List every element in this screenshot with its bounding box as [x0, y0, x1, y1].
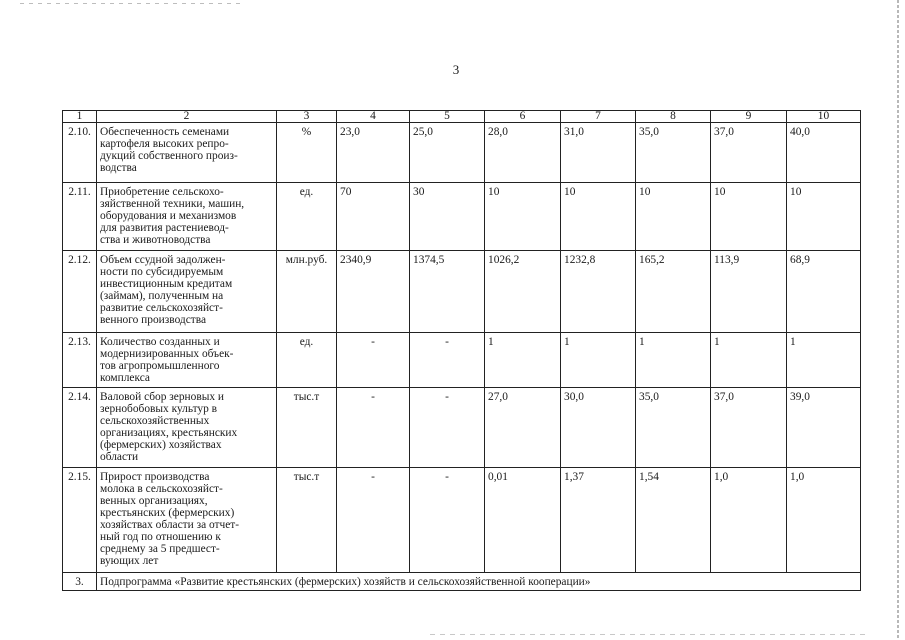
- indicator-name-line: Количество созданных и: [100, 336, 220, 348]
- indicator-name-line: Прирост производства: [100, 471, 210, 483]
- table-row: [63, 183, 861, 251]
- unit-cell: ед.: [277, 183, 337, 251]
- indicator-name: [97, 468, 277, 573]
- value-cell: 1: [711, 333, 787, 388]
- indicator-name-line: Валовой сбор зерновых и: [100, 391, 225, 403]
- indicator-name: [97, 333, 277, 388]
- indicator-name-line: зяйственной техники, машин,: [100, 198, 245, 210]
- indicator-name-line: оборудования и механизмов: [100, 210, 237, 222]
- header-cell: 6: [485, 111, 561, 123]
- row-number: 2.14.: [63, 388, 97, 468]
- indicator-name-line: модернизированных объек-: [100, 348, 234, 360]
- indicator-name-line: ности по субсидируемым: [100, 266, 224, 278]
- indicator-name: [97, 251, 277, 333]
- header-row: [63, 111, 861, 123]
- scan-edge-top: [20, 3, 240, 4]
- subprogram-title: Подпрограмма «Развитие крестьянских (фермерских) хозяйств и сельскохозяйственной кооперации»: [97, 573, 861, 591]
- value-cell: 68,9: [787, 251, 861, 333]
- value-cell: 10: [636, 183, 711, 251]
- value-cell: 30: [410, 183, 485, 251]
- unit-cell: %: [277, 123, 337, 183]
- value-cell: 39,0: [787, 388, 861, 468]
- indicator-name-line: зернобобовых культур в: [100, 403, 218, 415]
- value-cell: 10: [561, 183, 636, 251]
- value-cell: 23,0: [337, 123, 410, 183]
- header-cell: 9: [711, 111, 787, 123]
- table-row: [63, 388, 861, 468]
- value-cell: 27,0: [485, 388, 561, 468]
- value-cell: 35,0: [636, 123, 711, 183]
- value-cell: 1,37: [561, 468, 636, 573]
- value-cell: 1,0: [711, 468, 787, 573]
- indicator-name-line: развитие сельскохозяйст-: [100, 302, 223, 314]
- header-cell: 3: [277, 111, 337, 123]
- indicator-name-line: крестьянских (фермерских): [100, 507, 235, 519]
- value-cell: 1: [636, 333, 711, 388]
- unit-cell: тыс.т: [277, 468, 337, 573]
- unit-cell: тыс.т: [277, 388, 337, 468]
- subprogram-row: [63, 573, 861, 591]
- value-cell: 40,0: [787, 123, 861, 183]
- indicator-name-line: хозяйствах области за отчет-: [100, 519, 240, 531]
- value-cell: 1026,2: [485, 251, 561, 333]
- value-cell: -: [337, 468, 410, 573]
- table-row: [63, 123, 861, 183]
- header-cell: 7: [561, 111, 636, 123]
- value-cell: 37,0: [711, 123, 787, 183]
- value-cell: 10: [485, 183, 561, 251]
- header-cell: 8: [636, 111, 711, 123]
- header-cell: 4: [337, 111, 410, 123]
- table-body: [63, 111, 861, 591]
- indicator-name-line: области: [100, 451, 139, 463]
- unit-cell: млн.руб.: [277, 251, 337, 333]
- page-number: 3: [452, 62, 460, 77]
- value-cell: 0,01: [485, 468, 561, 573]
- value-cell: 10: [711, 183, 787, 251]
- value-cell: 28,0: [485, 123, 561, 183]
- row-number: 2.15.: [63, 468, 97, 573]
- table-row: [63, 468, 861, 573]
- value-cell: -: [337, 333, 410, 388]
- indicator-name-line: Приобретение сельскохо-: [100, 186, 224, 198]
- indicator-name-line: комплекса: [100, 372, 150, 384]
- table-row: [63, 333, 861, 388]
- indicator-name-line: инвестиционным кредитам: [100, 278, 233, 290]
- indicator-name-line: Объем ссудной задолжен-: [100, 254, 226, 266]
- indicator-name-line: тов агропромышленного: [100, 360, 220, 372]
- indicator-name-line: вующих лет: [100, 555, 159, 567]
- value-cell: -: [410, 388, 485, 468]
- subprogram-number: 3.: [63, 573, 97, 591]
- value-cell: -: [410, 468, 485, 573]
- indicator-name-line: венных организациях,: [100, 495, 208, 507]
- value-cell: -: [410, 333, 485, 388]
- value-cell: 37,0: [711, 388, 787, 468]
- value-cell: 10: [787, 183, 861, 251]
- unit-cell: ед.: [277, 333, 337, 388]
- value-cell: 1232,8: [561, 251, 636, 333]
- indicator-name-line: картофеля высоких репро-: [100, 138, 229, 150]
- indicator-name-line: молока в сельскохозяйст-: [100, 483, 223, 495]
- value-cell: -: [337, 388, 410, 468]
- value-cell: 1,54: [636, 468, 711, 573]
- indicator-name-line: дукций собственного произ-: [100, 150, 238, 162]
- row-number: 2.10.: [63, 123, 97, 183]
- indicator-name-line: организациях, крестьянских: [100, 427, 238, 439]
- row-number: 2.13.: [63, 333, 97, 388]
- indicator-name: [97, 123, 277, 183]
- indicator-name: [97, 183, 277, 251]
- indicator-name-line: (займам), полученным на: [100, 290, 224, 302]
- indicator-name-line: водства: [100, 162, 137, 174]
- indicators-table: [62, 110, 861, 591]
- indicator-name-line: венного производства: [100, 314, 207, 326]
- value-cell: 70: [337, 183, 410, 251]
- value-cell: 31,0: [561, 123, 636, 183]
- indicator-name: [97, 388, 277, 468]
- value-cell: 2340,9: [337, 251, 410, 333]
- value-cell: 165,2: [636, 251, 711, 333]
- header-cell: 2: [97, 111, 277, 123]
- value-cell: 1,0: [787, 468, 861, 573]
- value-cell: 1: [485, 333, 561, 388]
- indicator-name-line: для развития растениевод-: [100, 222, 229, 234]
- indicator-name-line: ства и животноводства: [100, 234, 211, 246]
- header-cell: 10: [787, 111, 861, 123]
- value-cell: 1: [787, 333, 861, 388]
- table-row: [63, 251, 861, 333]
- value-cell: 30,0: [561, 388, 636, 468]
- value-cell: 35,0: [636, 388, 711, 468]
- indicator-name-line: ный год по отношению к: [100, 531, 221, 543]
- header-cell: 5: [410, 111, 485, 123]
- value-cell: 25,0: [410, 123, 485, 183]
- row-number: 2.11.: [63, 183, 97, 251]
- scan-edge-right: [897, 0, 899, 640]
- indicator-name-line: среднему за 5 предшест-: [100, 543, 220, 555]
- indicator-name-line: Обеспеченность семенами: [100, 126, 230, 138]
- indicator-name-line: сельскохозяйственных: [100, 415, 210, 427]
- value-cell: 1374,5: [410, 251, 485, 333]
- header-cell: 1: [63, 111, 97, 123]
- row-number: 2.12.: [63, 251, 97, 333]
- value-cell: 1: [561, 333, 636, 388]
- value-cell: 113,9: [711, 251, 787, 333]
- indicator-name-line: (фермерских) хозяйствах: [100, 439, 222, 451]
- scan-edge-bottom: [430, 634, 870, 635]
